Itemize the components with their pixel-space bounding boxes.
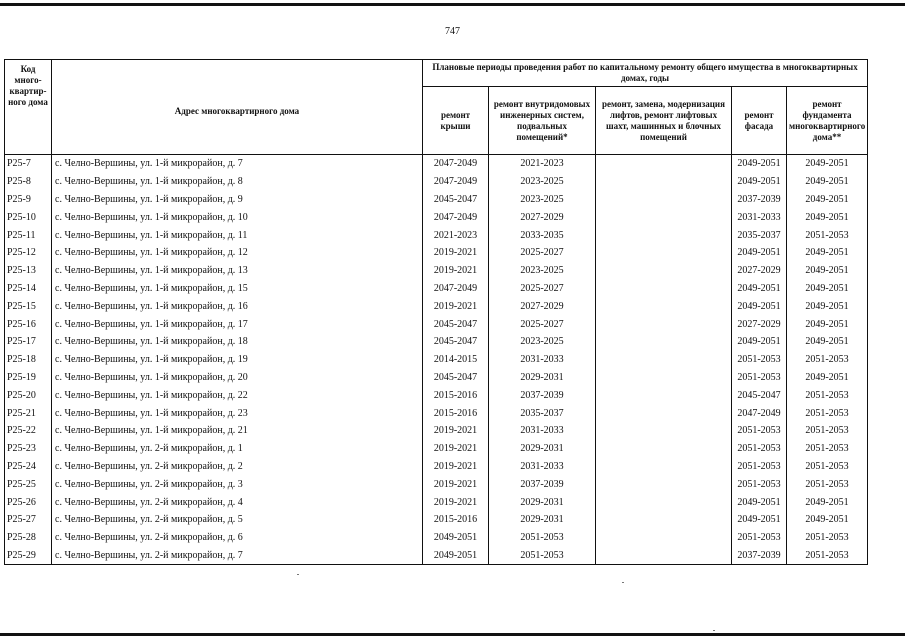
table-row xyxy=(5,529,868,547)
table-body xyxy=(5,155,868,565)
cell-roof: 2019-2021 xyxy=(423,244,489,262)
cell-facade: 2051-2053 xyxy=(732,369,787,387)
cell-code: P25-17 xyxy=(5,333,52,351)
cell-facade: 2049-2051 xyxy=(732,280,787,298)
cell-code: P25-12 xyxy=(5,244,52,262)
cell-code: P25-8 xyxy=(5,173,52,191)
header-address: Адрес многоквартирного дома xyxy=(52,60,423,155)
cell-code: P25-23 xyxy=(5,440,52,458)
cell-roof: 2045-2047 xyxy=(423,191,489,209)
cell-systems: 2033-2035 xyxy=(489,226,596,244)
cell-lifts xyxy=(596,244,732,262)
cell-systems: 2023-2025 xyxy=(489,333,596,351)
cell-foundation: 2051-2053 xyxy=(787,529,868,547)
cell-systems: 2031-2033 xyxy=(489,351,596,369)
cell-roof: 2045-2047 xyxy=(423,315,489,333)
cell-systems: 2031-2033 xyxy=(489,422,596,440)
cell-facade: 2051-2053 xyxy=(732,529,787,547)
cell-lifts xyxy=(596,173,732,191)
cell-foundation: 2049-2051 xyxy=(787,155,868,173)
cell-foundation: 2049-2051 xyxy=(787,262,868,280)
cell-address: с. Челно-Вершины, ул. 2-й микрорайон, д. 5 xyxy=(52,511,423,529)
cell-lifts xyxy=(596,226,732,244)
cell-lifts xyxy=(596,458,732,476)
header-group: Плановые периоды проведения работ по капитальному ремонту общего имущества в многоквартирных домах, годы xyxy=(423,60,868,87)
cell-address: с. Челно-Вершины, ул. 1-й микрорайон, д. 18 xyxy=(52,333,423,351)
cell-systems: 2029-2031 xyxy=(489,493,596,511)
table-row xyxy=(5,297,868,315)
cell-roof: 2045-2047 xyxy=(423,369,489,387)
cell-systems: 2025-2027 xyxy=(489,315,596,333)
cell-address: с. Челно-Вершины, ул. 1-й микрорайон, д. 13 xyxy=(52,262,423,280)
cell-lifts xyxy=(596,315,732,333)
bottom-rule xyxy=(0,633,905,636)
cell-lifts xyxy=(596,440,732,458)
cell-code: P25-11 xyxy=(5,226,52,244)
cell-address: с. Челно-Вершины, ул. 2-й микрорайон, д. 1 xyxy=(52,440,423,458)
cell-roof: 2049-2051 xyxy=(423,529,489,547)
cell-facade: 2049-2051 xyxy=(732,244,787,262)
cell-foundation: 2051-2053 xyxy=(787,422,868,440)
header-lifts: ремонт, замена, модернизация лифтов, ремонт лифтовых шахт, машинных и блочных помещений xyxy=(596,87,732,155)
cell-systems: 2051-2053 xyxy=(489,547,596,565)
cell-foundation: 2051-2053 xyxy=(787,458,868,476)
cell-address: с. Челно-Вершины, ул. 1-й микрорайон, д. 19 xyxy=(52,351,423,369)
cell-lifts xyxy=(596,280,732,298)
cell-roof: 2019-2021 xyxy=(423,297,489,315)
table-row xyxy=(5,458,868,476)
cell-address: с. Челно-Вершины, ул. 1-й микрорайон, д. 11 xyxy=(52,226,423,244)
cell-address: с. Челно-Вершины, ул. 1-й микрорайон, д. 15 xyxy=(52,280,423,298)
table-row xyxy=(5,404,868,422)
cell-facade: 2051-2053 xyxy=(732,422,787,440)
table-row xyxy=(5,262,868,280)
cell-code: P25-7 xyxy=(5,155,52,173)
cell-roof: 2019-2021 xyxy=(423,493,489,511)
cell-foundation: 2049-2051 xyxy=(787,244,868,262)
cell-systems: 2051-2053 xyxy=(489,529,596,547)
table-row xyxy=(5,226,868,244)
cell-code: P25-18 xyxy=(5,351,52,369)
cell-lifts xyxy=(596,493,732,511)
top-rule xyxy=(0,3,905,6)
cell-address: с. Челно-Вершины, ул. 1-й микрорайон, д. 21 xyxy=(52,422,423,440)
header-code: Код много-квартир-ного дома xyxy=(5,60,52,155)
cell-systems: 2027-2029 xyxy=(489,297,596,315)
cell-systems: 2023-2025 xyxy=(489,173,596,191)
cell-address: с. Челно-Вершины, ул. 1-й микрорайон, д. 17 xyxy=(52,315,423,333)
table-row xyxy=(5,511,868,529)
cell-roof: 2015-2016 xyxy=(423,386,489,404)
cell-foundation: 2049-2051 xyxy=(787,369,868,387)
cell-foundation: 2051-2053 xyxy=(787,547,868,565)
cell-systems: 2023-2025 xyxy=(489,262,596,280)
cell-lifts xyxy=(596,262,732,280)
cell-foundation: 2049-2051 xyxy=(787,280,868,298)
cell-systems: 2037-2039 xyxy=(489,386,596,404)
table-row xyxy=(5,386,868,404)
cell-address: с. Челно-Вершины, ул. 1-й микрорайон, д. 9 xyxy=(52,191,423,209)
cell-facade: 2035-2037 xyxy=(732,226,787,244)
cell-roof: 2019-2021 xyxy=(423,458,489,476)
cell-lifts xyxy=(596,155,732,173)
cell-code: P25-16 xyxy=(5,315,52,333)
cell-code: P25-21 xyxy=(5,404,52,422)
cell-roof: 2019-2021 xyxy=(423,422,489,440)
cell-address: с. Челно-Вершины, ул. 2-й микрорайон, д. 4 xyxy=(52,493,423,511)
cell-address: с. Челно-Вершины, ул. 1-й микрорайон, д. 22 xyxy=(52,386,423,404)
table-row xyxy=(5,422,868,440)
cell-address: с. Челно-Вершины, ул. 1-й микрорайон, д. 10 xyxy=(52,208,423,226)
cell-systems: 2035-2037 xyxy=(489,404,596,422)
header-facade: ремонт фасада xyxy=(732,87,787,155)
cell-address: с. Челно-Вершины, ул. 1-й микрорайон, д. 20 xyxy=(52,369,423,387)
cell-code: P25-13 xyxy=(5,262,52,280)
cell-facade: 2049-2051 xyxy=(732,333,787,351)
table-row xyxy=(5,208,868,226)
cell-roof: 2047-2049 xyxy=(423,173,489,191)
cell-lifts xyxy=(596,351,732,369)
cell-systems: 2025-2027 xyxy=(489,280,596,298)
cell-code: P25-25 xyxy=(5,475,52,493)
table-row xyxy=(5,280,868,298)
table-row xyxy=(5,173,868,191)
header-roof: ремонт крыши xyxy=(423,87,489,155)
scan-speck xyxy=(297,574,299,575)
page-number: 747 xyxy=(445,26,460,37)
table-row xyxy=(5,244,868,262)
cell-facade: 2037-2039 xyxy=(732,191,787,209)
cell-code: P25-20 xyxy=(5,386,52,404)
cell-lifts xyxy=(596,547,732,565)
cell-foundation: 2049-2051 xyxy=(787,333,868,351)
cell-code: P25-10 xyxy=(5,208,52,226)
cell-code: P25-15 xyxy=(5,297,52,315)
cell-roof: 2019-2021 xyxy=(423,262,489,280)
cell-foundation: 2049-2051 xyxy=(787,511,868,529)
cell-address: с. Челно-Вершины, ул. 1-й микрорайон, д. 8 xyxy=(52,173,423,191)
cell-roof: 2047-2049 xyxy=(423,208,489,226)
cell-code: P25-22 xyxy=(5,422,52,440)
cell-roof: 2047-2049 xyxy=(423,155,489,173)
cell-lifts xyxy=(596,422,732,440)
cell-systems: 2037-2039 xyxy=(489,475,596,493)
cell-systems: 2027-2029 xyxy=(489,208,596,226)
cell-facade: 2047-2049 xyxy=(732,404,787,422)
cell-address: с. Челно-Вершины, ул. 2-й микрорайон, д. 2 xyxy=(52,458,423,476)
cell-systems: 2029-2031 xyxy=(489,369,596,387)
cell-lifts xyxy=(596,404,732,422)
capital-repair-schedule-table xyxy=(4,59,868,565)
cell-facade: 2037-2039 xyxy=(732,547,787,565)
cell-lifts xyxy=(596,369,732,387)
cell-roof: 2021-2023 xyxy=(423,226,489,244)
cell-facade: 2031-2033 xyxy=(732,208,787,226)
cell-facade: 2045-2047 xyxy=(732,386,787,404)
cell-lifts xyxy=(596,475,732,493)
cell-foundation: 2051-2053 xyxy=(787,226,868,244)
cell-facade: 2049-2051 xyxy=(732,511,787,529)
cell-foundation: 2051-2053 xyxy=(787,475,868,493)
cell-code: P25-9 xyxy=(5,191,52,209)
cell-address: с. Челно-Вершины, ул. 1-й микрорайон, д. 12 xyxy=(52,244,423,262)
cell-address: с. Челно-Вершины, ул. 1-й микрорайон, д. 7 xyxy=(52,155,423,173)
table-row xyxy=(5,155,868,173)
cell-roof: 2047-2049 xyxy=(423,280,489,298)
cell-lifts xyxy=(596,529,732,547)
table-row xyxy=(5,351,868,369)
header-systems: ремонт внутридомовых инженерных систем, подвальных помещений* xyxy=(489,87,596,155)
cell-facade: 2027-2029 xyxy=(732,262,787,280)
cell-facade: 2049-2051 xyxy=(732,173,787,191)
header-foundation: ремонт фундамента многоквартирного дома** xyxy=(787,87,868,155)
cell-foundation: 2049-2051 xyxy=(787,297,868,315)
cell-facade: 2027-2029 xyxy=(732,315,787,333)
cell-facade: 2051-2053 xyxy=(732,475,787,493)
cell-address: с. Челно-Вершины, ул. 1-й микрорайон, д. 23 xyxy=(52,404,423,422)
cell-foundation: 2049-2051 xyxy=(787,191,868,209)
cell-roof: 2014-2015 xyxy=(423,351,489,369)
cell-facade: 2049-2051 xyxy=(732,297,787,315)
cell-code: P25-27 xyxy=(5,511,52,529)
cell-roof: 2019-2021 xyxy=(423,475,489,493)
cell-roof: 2015-2016 xyxy=(423,511,489,529)
cell-systems: 2031-2033 xyxy=(489,458,596,476)
cell-lifts xyxy=(596,511,732,529)
scan-speck xyxy=(713,630,715,631)
cell-foundation: 2051-2053 xyxy=(787,386,868,404)
cell-facade: 2051-2053 xyxy=(732,440,787,458)
cell-foundation: 2049-2051 xyxy=(787,208,868,226)
cell-code: P25-19 xyxy=(5,369,52,387)
cell-facade: 2049-2051 xyxy=(732,493,787,511)
cell-address: с. Челно-Вершины, ул. 2-й микрорайон, д. 7 xyxy=(52,547,423,565)
table-row xyxy=(5,440,868,458)
cell-foundation: 2051-2053 xyxy=(787,404,868,422)
cell-code: P25-14 xyxy=(5,280,52,298)
cell-foundation: 2051-2053 xyxy=(787,351,868,369)
cell-systems: 2029-2031 xyxy=(489,511,596,529)
cell-code: P25-28 xyxy=(5,529,52,547)
cell-facade: 2049-2051 xyxy=(732,155,787,173)
cell-facade: 2051-2053 xyxy=(732,351,787,369)
cell-systems: 2021-2023 xyxy=(489,155,596,173)
table-row xyxy=(5,493,868,511)
table-row xyxy=(5,369,868,387)
table-row xyxy=(5,333,868,351)
cell-roof: 2019-2021 xyxy=(423,440,489,458)
table-row xyxy=(5,547,868,565)
cell-facade: 2051-2053 xyxy=(732,458,787,476)
cell-address: с. Челно-Вершины, ул. 1-й микрорайон, д. 16 xyxy=(52,297,423,315)
cell-foundation: 2049-2051 xyxy=(787,315,868,333)
cell-systems: 2025-2027 xyxy=(489,244,596,262)
cell-lifts xyxy=(596,208,732,226)
cell-lifts xyxy=(596,386,732,404)
cell-address: с. Челно-Вершины, ул. 2-й микрорайон, д. 3 xyxy=(52,475,423,493)
cell-systems: 2023-2025 xyxy=(489,191,596,209)
cell-code: P25-26 xyxy=(5,493,52,511)
cell-roof: 2049-2051 xyxy=(423,547,489,565)
cell-code: P25-29 xyxy=(5,547,52,565)
cell-lifts xyxy=(596,191,732,209)
cell-systems: 2029-2031 xyxy=(489,440,596,458)
table-row xyxy=(5,191,868,209)
table-row xyxy=(5,475,868,493)
cell-lifts xyxy=(596,333,732,351)
cell-roof: 2045-2047 xyxy=(423,333,489,351)
cell-foundation: 2049-2051 xyxy=(787,493,868,511)
cell-code: P25-24 xyxy=(5,458,52,476)
cell-address: с. Челно-Вершины, ул. 2-й микрорайон, д. 6 xyxy=(52,529,423,547)
table-row xyxy=(5,315,868,333)
cell-roof: 2015-2016 xyxy=(423,404,489,422)
cell-foundation: 2049-2051 xyxy=(787,173,868,191)
cell-foundation: 2051-2053 xyxy=(787,440,868,458)
cell-lifts xyxy=(596,297,732,315)
scan-speck xyxy=(622,582,624,583)
